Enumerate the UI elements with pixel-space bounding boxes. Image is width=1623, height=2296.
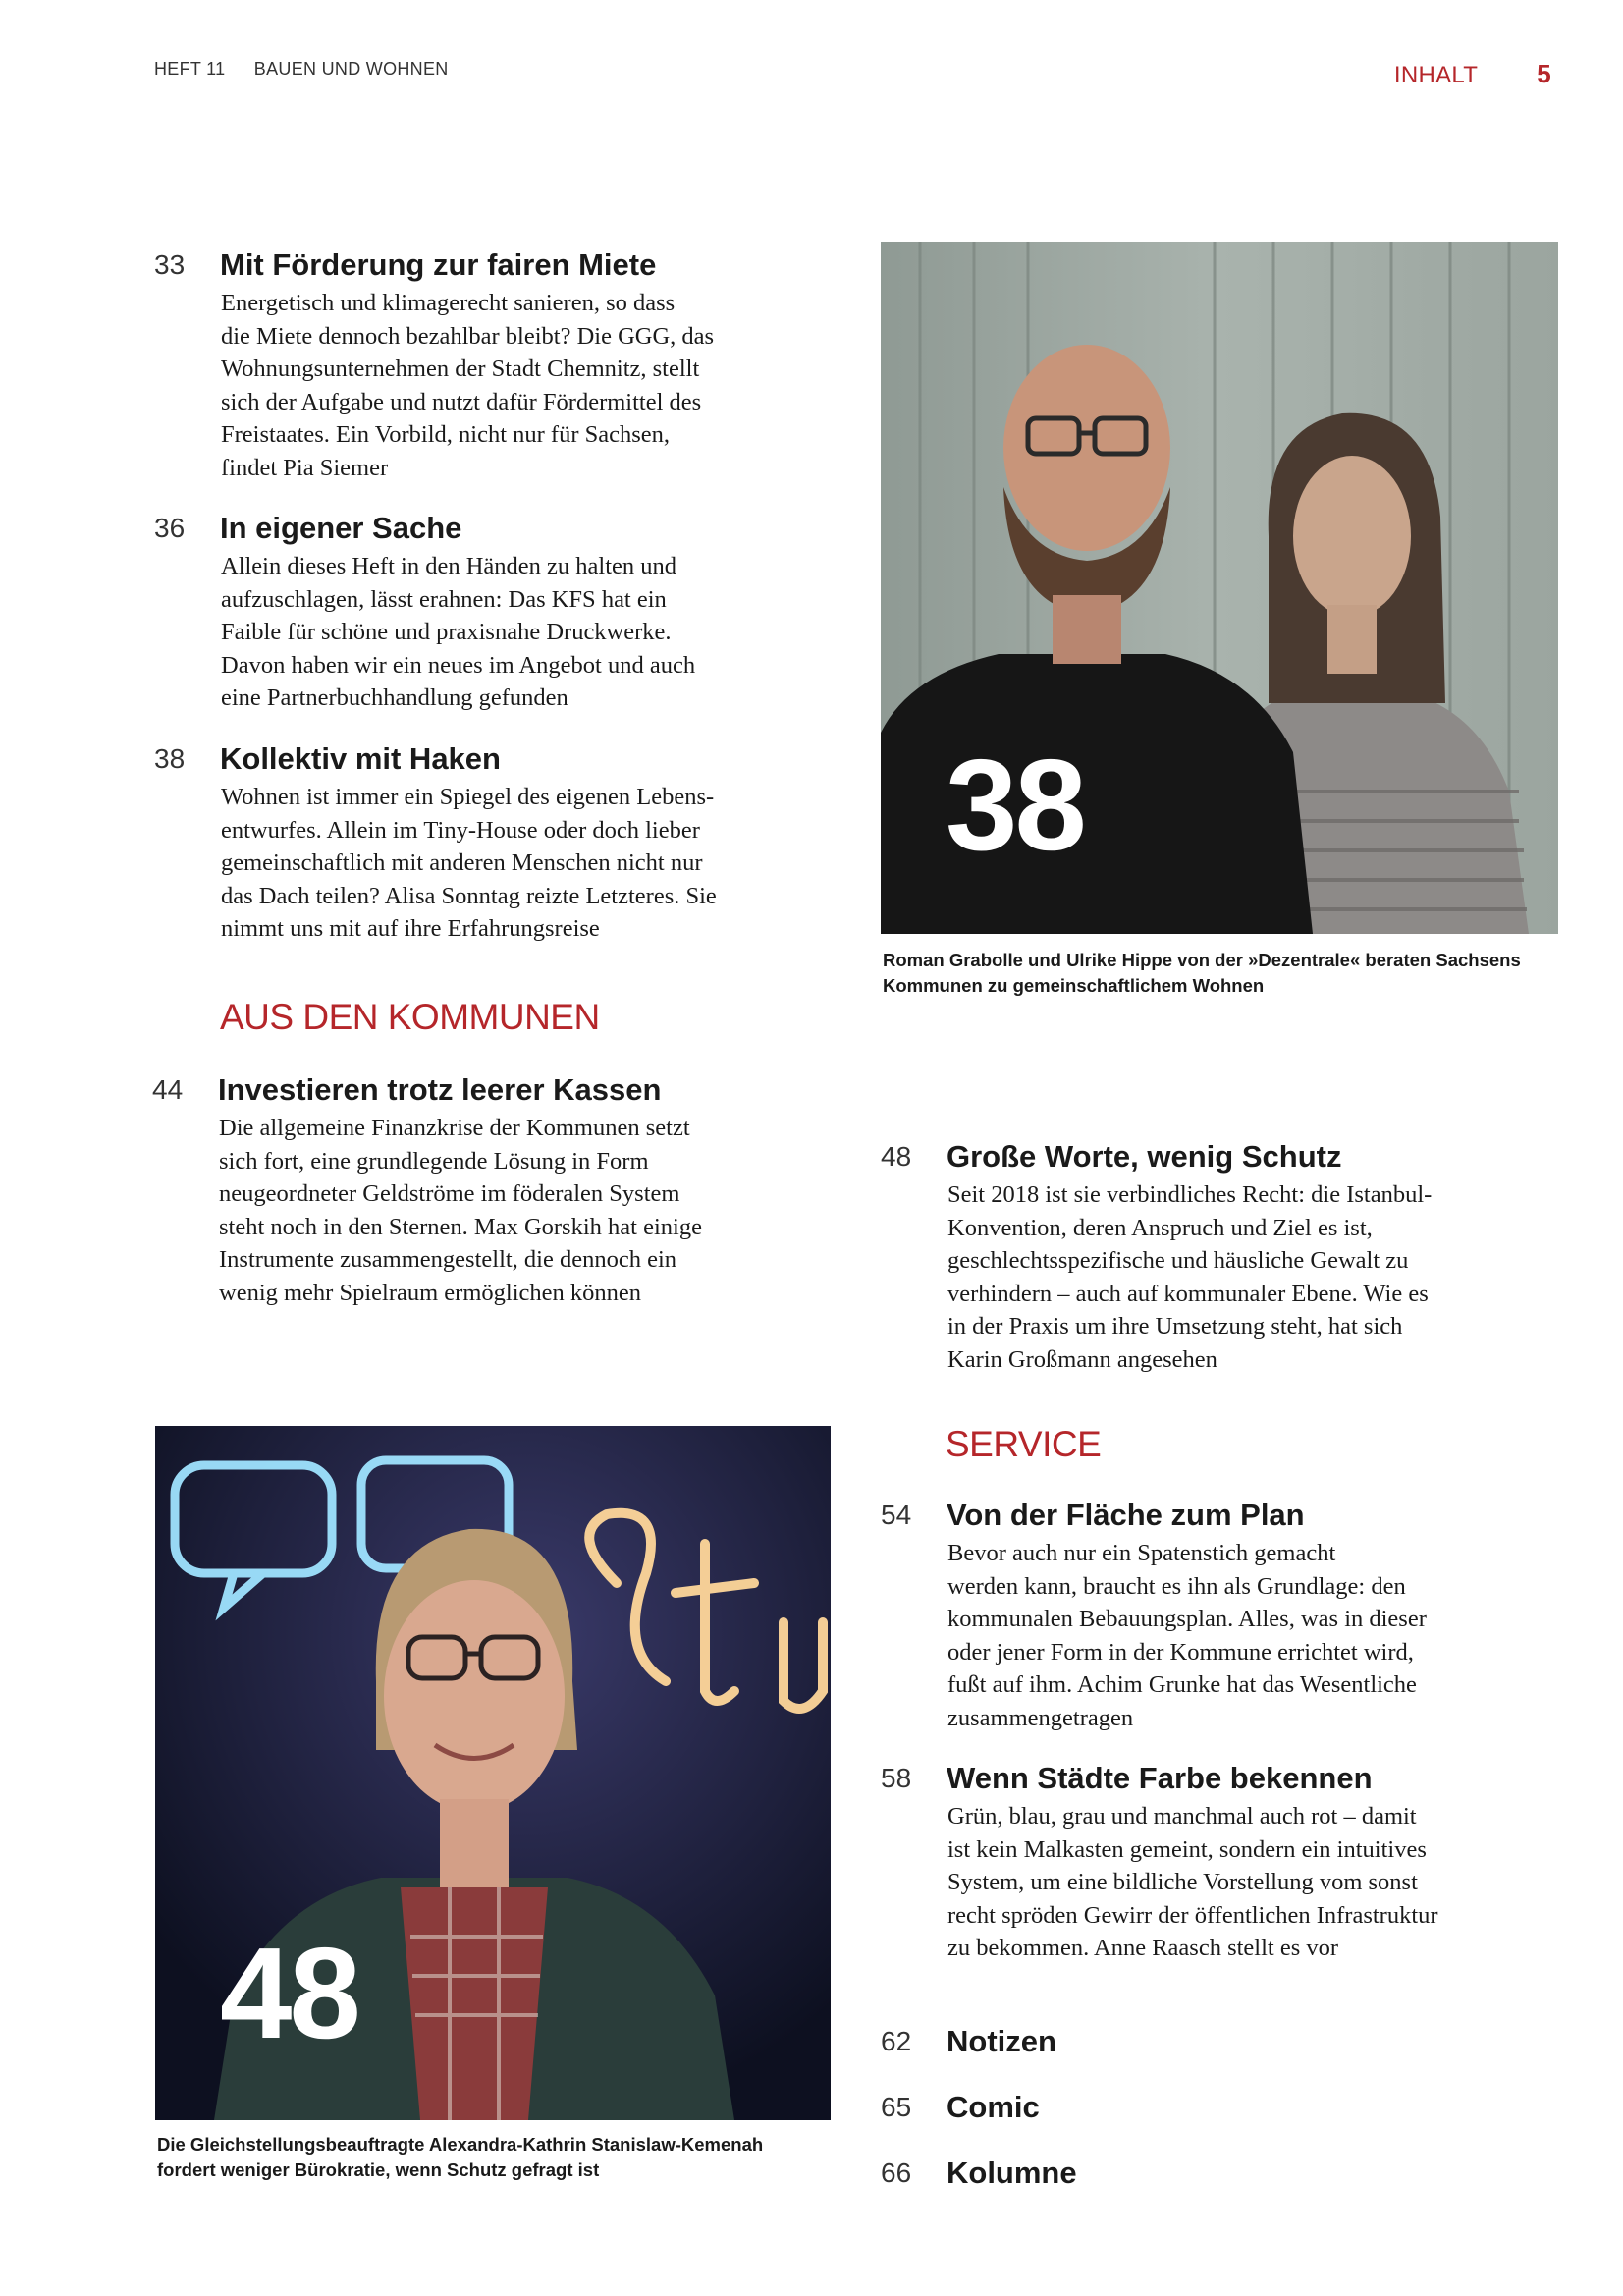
running-header (154, 59, 449, 80)
entry-page-number: 33 (154, 249, 186, 280)
photo-48-portrait[interactable] (155, 1426, 831, 2120)
entry-title: Investieren trotz leerer Kassen (218, 1072, 662, 1107)
entry-description: Seit 2018 ist sie verbindliches Recht: die Istanbul- Konvention, deren Anspruch und Ziel es ist, geschlechtsspezifische und häusliche Gewalt zu verhindern – auch auf kommunaler Ebene. Wie es in der Praxis um ihre Umsetzung steht, hat sich Karin Großmann angesehen (947, 1181, 1433, 1373)
section-heading-service: SERVICE (946, 1424, 1102, 1464)
photo-38-caption: Roman Grabolle und Ulrike Hippe von der »Dezentrale« beraten Sachsens Kommunen zu gemeinschaftlichem Wohnen (883, 950, 1521, 996)
photo-page-number: 48 (220, 1921, 358, 2065)
entry-description: Wohnen ist immer ein Spiegel des eigenen Lebens- entwurfes. Allein im Tiny-House oder doch lieber gemeinschaftlich mit anderen Menschen nicht nur das Dach teilen? Alisa Sonntag reizte Letzteres. Sie nimmt uns mit auf ihre Erfahrungsreise (221, 784, 717, 943)
toc-entry-66[interactable] (881, 2156, 1568, 2195)
photo-48-caption: Die Gleichstellungsbeauftragte Alexandra-Kathrin Stanislaw-Kemenah fordert weniger Bürokratie, wenn Schutz gefragt ist (157, 2134, 764, 2180)
entry-page-number: 38 (154, 743, 186, 774)
entry-title: Notizen (947, 2024, 1056, 2058)
section-label: INHALT (1393, 62, 1479, 88)
entry-page-number: 54 (881, 1500, 912, 1530)
entry-title: In eigener Sache (220, 511, 462, 545)
page-indicator (1394, 59, 1551, 89)
entry-page-number: 44 (152, 1074, 184, 1105)
photo-page-number: 38 (946, 733, 1084, 877)
entry-title: Comic (947, 2090, 1040, 2124)
entry-title: Kollektiv mit Haken (220, 741, 501, 776)
toc-entry-62[interactable] (881, 2024, 1568, 2063)
page-number: 5 (1537, 59, 1551, 88)
entry-page-number: 36 (154, 513, 186, 543)
entry-description: Die allgemeine Finanzkrise der Kommunen setzt sich fort, eine grundlegende Lösung in Form neugeordneter Geldströme im föderalen System steht noch in den Sternen. Max Gorskih hat einige Instrumente zusammengestellt, die dennoch ein wenig mehr Spielraum ermöglichen können (219, 1115, 702, 1306)
entry-page-number: 48 (881, 1141, 912, 1172)
entry-title: Große Worte, wenig Schutz (947, 1139, 1342, 1174)
entry-description: Energetisch und klimagerecht sanieren, so dass die Miete dennoch bezahlbar bleibt? Die GGG, das Wohnungsunternehmen der Stadt Chemnitz, stellt sich der Aufgabe und nutzt dafür Fördermittel des Freistaates. Ein Vorbild, nicht nur für Sachsen, findet Pia Siemer (221, 290, 715, 481)
entry-description: Allein dieses Heft in den Händen zu halten und aufzuschlagen, lässt erahnen: Das KFS hat ein Faible für schöne und praxisnahe Druckwerke. Davon haben wir ein neues im Angebot und auch eine Partnerbuchhandlung gefunden (221, 553, 696, 712)
entry-description: Grün, blau, grau und manchmal auch rot – damit ist kein Malkasten gemeint, sondern ein intuitives System, um eine bildliche Vorstellung vom sonst recht spröden Gewirr der öffentlichen Infrastruktur zu bekommen. Anne Raasch stellt es vor (947, 1803, 1438, 1962)
topic-label: BAUEN UND WOHNEN (253, 59, 449, 79)
entry-page-number: 65 (881, 2092, 912, 2122)
entry-page-number: 62 (881, 2026, 912, 2056)
entry-title: Wenn Städte Farbe bekennen (947, 1761, 1373, 1795)
entry-title: Mit Förderung zur fairen Miete (220, 247, 657, 282)
entry-title: Kolumne (947, 2156, 1077, 2190)
entry-title: Von der Fläche zum Plan (947, 1498, 1305, 1532)
toc-entry-65[interactable] (881, 2090, 1568, 2129)
issue-label: HEFT 11 (154, 59, 226, 79)
entry-description: Bevor auch nur ein Spatenstich gemacht werden kann, braucht es ihn als Grundlage: den kommunalen Bebauungsplan. Alles, was in dieser oder jener Form in der Kommune errichtet wird, fußt auf ihm. Achim Grunke hat das Wesentliche zusammengetragen (947, 1540, 1427, 1731)
entry-page-number: 66 (881, 2158, 912, 2188)
section-heading-kommunen: AUS DEN KOMMUNEN (220, 997, 600, 1037)
photo-38-portrait[interactable] (881, 242, 1558, 934)
entry-page-number: 58 (881, 1763, 912, 1793)
